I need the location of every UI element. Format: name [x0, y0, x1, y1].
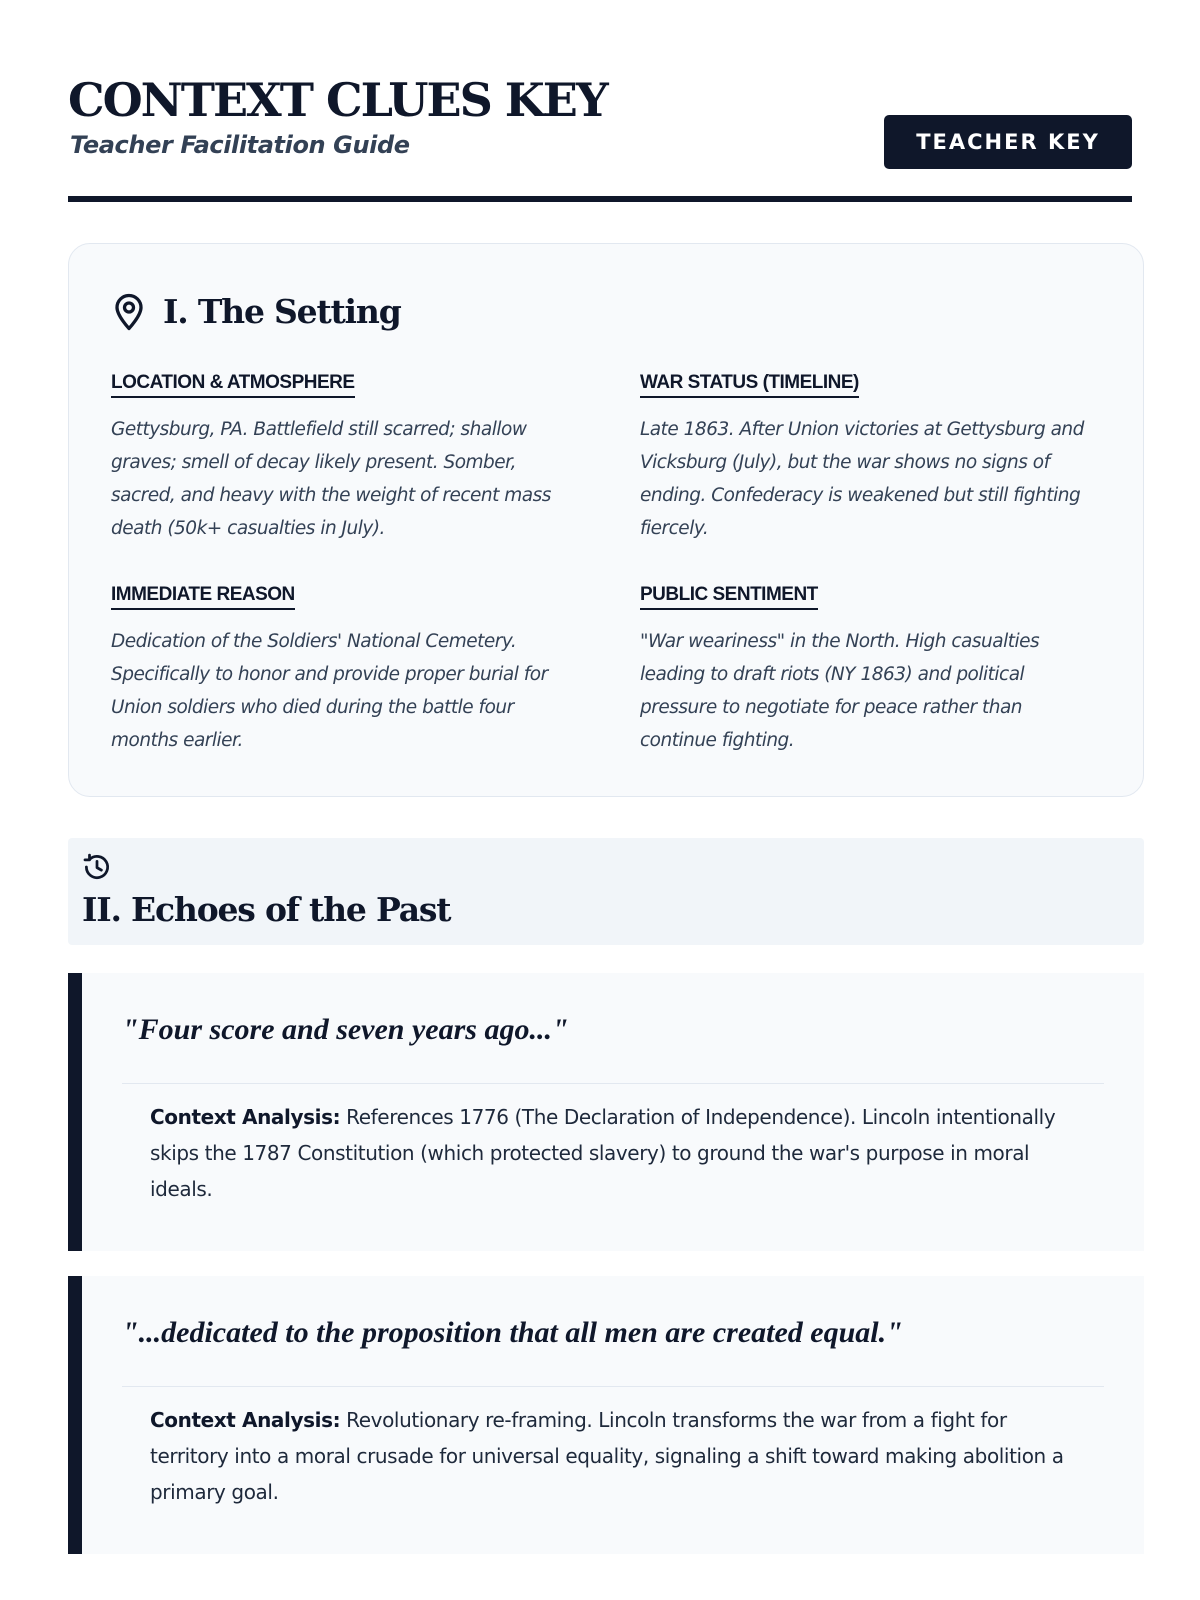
map-pin-icon: [111, 292, 147, 332]
quote-text: "Four score and seven years ago...": [122, 1013, 569, 1046]
echoes-heading: [68, 838, 1144, 945]
teacher-key-badge: TEACHER KEY: [884, 115, 1132, 169]
setting-section: [68, 243, 1144, 797]
field-location-atmosphere: [111, 372, 571, 545]
context-analysis: [150, 1099, 1064, 1207]
field-label: IMMEDIATE REASON: [111, 584, 295, 610]
field-war-status: [640, 372, 1100, 545]
document-header: [68, 0, 1132, 202]
history-icon: [82, 852, 112, 882]
field-immediate-reason: [111, 584, 571, 757]
field-label: WAR STATUS (TIMELINE): [640, 372, 859, 398]
document-title: CONTEXT CLUES KEY: [68, 73, 607, 127]
quote-card: [68, 973, 1144, 1251]
divider: [122, 1083, 1104, 1084]
quote-text: "...dedicated to the proposition that all men are created equal.": [122, 1316, 903, 1349]
field-text: "War weariness" in the North. High casualties leading to draft riots (NY 1863) and political pressure to negotiate for peace rather than continue fighting.: [640, 631, 1040, 751]
field-label: PUBLIC SENTIMENT: [640, 584, 818, 610]
field-public-sentiment: [640, 584, 1100, 757]
field-text: Gettysburg, PA. Battlefield still scarred; shallow graves; smell of decay likely present. Somber, sacred, and heavy with the weight of recent mass death (50k+ casualties in July).: [111, 419, 551, 539]
context-analysis-text: References 1776 (The Declaration of Independence). Lincoln intentionally skips the 1787 Constitution (which protected slavery) to ground the war's purpose in moral ideals.: [150, 1105, 1056, 1201]
field-text: Late 1863. After Union victories at Gettysburg and Vicksburg (July), but the war shows no signs of ending. Confederacy is weakened but still fighting fiercely.: [640, 419, 1084, 539]
context-analysis: [150, 1402, 1064, 1510]
setting-title: I. The Setting: [163, 292, 401, 331]
context-analysis-label: Context Analysis:: [150, 1105, 341, 1129]
document-subtitle: Teacher Facilitation Guide: [70, 131, 410, 159]
echoes-title: II. Echoes of the Past: [82, 890, 451, 929]
field-label: LOCATION & ATMOSPHERE: [111, 372, 355, 398]
context-analysis-label: Context Analysis:: [150, 1408, 341, 1432]
context-analysis-text: Revolutionary re-framing. Lincoln transforms the war from a fight for territory into a moral crusade for universal equality, signaling a shift toward making abolition a primary goal.: [150, 1408, 1064, 1504]
divider: [122, 1386, 1104, 1387]
field-text: Dedication of the Soldiers' National Cemetery. Specifically to honor and provide proper burial for Union soldiers who died during the battle four months earlier.: [111, 631, 548, 751]
quote-card: [68, 1276, 1144, 1554]
